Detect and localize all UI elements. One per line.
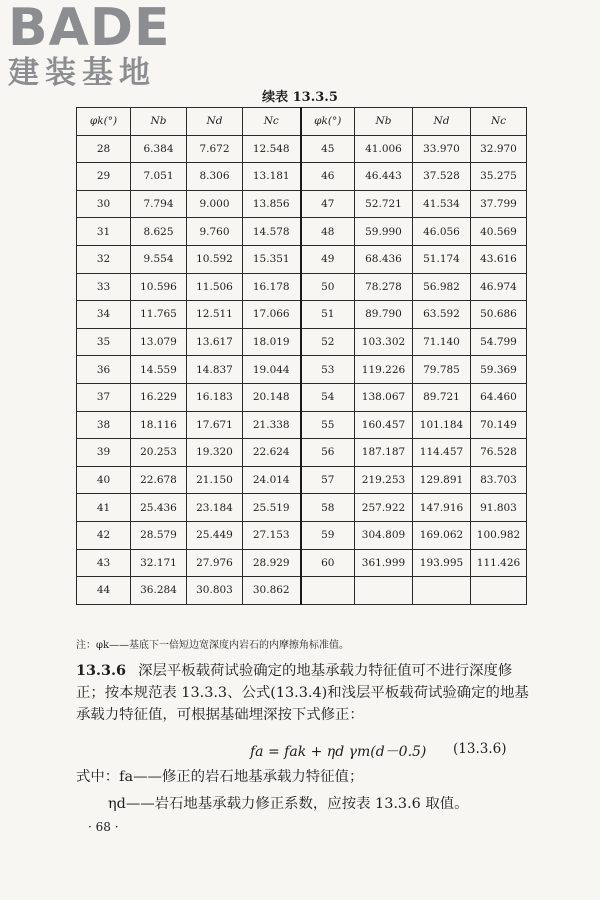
- table-cell: 70.149: [471, 411, 527, 439]
- table-cell: 36.284: [131, 577, 187, 605]
- table-cell: 12.511: [187, 301, 243, 329]
- table-cell: 17.671: [187, 411, 243, 439]
- table-row: [77, 190, 527, 218]
- table-cell: 42: [77, 521, 131, 549]
- table-cell: 23.184: [187, 494, 243, 522]
- table-cell: 8.625: [131, 218, 187, 246]
- table-cell: 19.044: [243, 356, 301, 384]
- table-cell: 129.891: [413, 466, 471, 494]
- table-cell: 78.278: [355, 273, 413, 301]
- bearing-capacity-table: [76, 107, 527, 605]
- table-cell: 25.449: [187, 521, 243, 549]
- table-cell: 193.995: [413, 549, 471, 577]
- section-paragraph: [76, 660, 531, 726]
- table-cell: 50: [301, 273, 355, 301]
- table-row: [77, 466, 527, 494]
- table-row: [77, 494, 527, 522]
- table-row: [77, 218, 527, 246]
- table-cell: 7.051: [131, 163, 187, 191]
- table-cell: 49: [301, 245, 355, 273]
- column-header: Nb: [131, 108, 187, 136]
- table-cell: 8.306: [187, 163, 243, 191]
- table-row: [77, 328, 527, 356]
- table-cell: 361.999: [355, 549, 413, 577]
- table-row: [77, 383, 527, 411]
- table-cell: 46.974: [471, 273, 527, 301]
- table-cell: 27.976: [187, 549, 243, 577]
- definition-fa: 式中：fa——修正的岩石地基承载力特征值；: [76, 769, 364, 785]
- table-cell: 79.785: [413, 356, 471, 384]
- table-cell: 52: [301, 328, 355, 356]
- table-cell: 54: [301, 383, 355, 411]
- table-cell: 44: [77, 577, 131, 605]
- table-cell: 46.443: [355, 163, 413, 191]
- table-cell: 27.153: [243, 521, 301, 549]
- table-cell: 28.579: [131, 521, 187, 549]
- table-cell: 304.809: [355, 521, 413, 549]
- table-cell: 47: [301, 190, 355, 218]
- table-cell: 111.426: [471, 549, 527, 577]
- table-cell: 32.171: [131, 549, 187, 577]
- table-cell: 20.148: [243, 383, 301, 411]
- table-cell: 32.970: [471, 135, 527, 163]
- column-header: Nd: [413, 108, 471, 136]
- table-cell: 54.799: [471, 328, 527, 356]
- table-cell: 46: [301, 163, 355, 191]
- logo-text-en: BADE: [8, 0, 171, 58]
- column-header: φk(°): [301, 108, 355, 136]
- table-cell: 25.519: [243, 494, 301, 522]
- table-cell: 68.436: [355, 245, 413, 273]
- table-cell: 11.506: [187, 273, 243, 301]
- table-cell: 56: [301, 439, 355, 467]
- table-cell: 14.559: [131, 356, 187, 384]
- section-number: 13.3.6: [76, 662, 127, 679]
- table-cell: 13.617: [187, 328, 243, 356]
- table-cell: 52.721: [355, 190, 413, 218]
- table-cell: 91.803: [471, 494, 527, 522]
- table-row: [77, 356, 527, 384]
- table-row: [77, 411, 527, 439]
- table-cell: [413, 577, 471, 605]
- table-cell: 35: [77, 328, 131, 356]
- table-cell: 60: [301, 549, 355, 577]
- table-cell: 7.672: [187, 135, 243, 163]
- table-cell: 83.703: [471, 466, 527, 494]
- table-note: 注：φk——基底下一倍短边宽深度内岩石的内摩擦角标准值。: [76, 640, 350, 651]
- table-cell: 219.253: [355, 466, 413, 494]
- table-cell: 59.990: [355, 218, 413, 246]
- table-row: [77, 549, 527, 577]
- formula: fa = fak + ηd γm(d－0.5): [250, 744, 427, 760]
- formula-number: (13.3.6): [453, 741, 507, 757]
- table-cell: [301, 577, 355, 605]
- table-row: [77, 577, 527, 605]
- table-cell: 11.765: [131, 301, 187, 329]
- table-cell: 36: [77, 356, 131, 384]
- table-cell: 257.922: [355, 494, 413, 522]
- table-cell: 41: [77, 494, 131, 522]
- table-cell: 28.929: [243, 549, 301, 577]
- table-cell: 46.056: [413, 218, 471, 246]
- table-row: [77, 273, 527, 301]
- table-row: [77, 245, 527, 273]
- table-cell: 10.592: [187, 245, 243, 273]
- table-cell: 28: [77, 135, 131, 163]
- table-row: [77, 163, 527, 191]
- table-cell: 16.178: [243, 273, 301, 301]
- table-cell: 20.253: [131, 439, 187, 467]
- table-cell: 22.624: [243, 439, 301, 467]
- table-cell: 51.174: [413, 245, 471, 273]
- table-cell: 147.916: [413, 494, 471, 522]
- bade-logo: [8, 2, 171, 90]
- table-cell: 18.116: [131, 411, 187, 439]
- table-cell: 34: [77, 301, 131, 329]
- table-cell: 59: [301, 521, 355, 549]
- table-cell: 29: [77, 163, 131, 191]
- table-cell: 119.226: [355, 356, 413, 384]
- table-cell: 33: [77, 273, 131, 301]
- table-cell: 55: [301, 411, 355, 439]
- table-cell: 10.596: [131, 273, 187, 301]
- table-cell: 30.803: [187, 577, 243, 605]
- table-cell: 9.000: [187, 190, 243, 218]
- table-cell: 101.184: [413, 411, 471, 439]
- table-cell: 64.460: [471, 383, 527, 411]
- table-cell: 37.799: [471, 190, 527, 218]
- table-cell: 40.569: [471, 218, 527, 246]
- table-cell: 41.006: [355, 135, 413, 163]
- table-cell: 30.862: [243, 577, 301, 605]
- table-cell: 169.062: [413, 521, 471, 549]
- table-row: [77, 521, 527, 549]
- section-text: 深层平板载荷试验确定的地基承载力特征值可不进行深度修正；按本规范表 13.3.3、公式(13.3.4)和浅层平板载荷试验确定的地基承载力特征值，可根据基础埋深按下式修正：: [76, 663, 529, 723]
- table-cell: 114.457: [413, 439, 471, 467]
- table-cell: 53: [301, 356, 355, 384]
- table-cell: 103.302: [355, 328, 413, 356]
- table-cell: 21.338: [243, 411, 301, 439]
- table-cell: 31: [77, 218, 131, 246]
- table-cell: 48: [301, 218, 355, 246]
- table-cell: 50.686: [471, 301, 527, 329]
- table-cell: 100.982: [471, 521, 527, 549]
- table-cell: 45: [301, 135, 355, 163]
- table-cell: 13.856: [243, 190, 301, 218]
- table-cell: 19.320: [187, 439, 243, 467]
- table-cell: 56.982: [413, 273, 471, 301]
- table-cell: 89.790: [355, 301, 413, 329]
- table-cell: 38: [77, 411, 131, 439]
- table-cell: 40: [77, 466, 131, 494]
- table-cell: [471, 577, 527, 605]
- table-cell: 89.721: [413, 383, 471, 411]
- table-cell: 12.548: [243, 135, 301, 163]
- table-cell: [355, 577, 413, 605]
- column-header: Nc: [471, 108, 527, 136]
- table-cell: 9.760: [187, 218, 243, 246]
- table-cell: 9.554: [131, 245, 187, 273]
- table-row: [77, 135, 527, 163]
- table-cell: 17.066: [243, 301, 301, 329]
- table-cell: 35.275: [471, 163, 527, 191]
- table-cell: 22.678: [131, 466, 187, 494]
- table-row: [77, 301, 527, 329]
- table-cell: 21.150: [187, 466, 243, 494]
- table-cell: 43.616: [471, 245, 527, 273]
- table-cell: 30: [77, 190, 131, 218]
- table-cell: 16.229: [131, 383, 187, 411]
- table-cell: 7.794: [131, 190, 187, 218]
- table-cell: 43: [77, 549, 131, 577]
- table-cell: 58: [301, 494, 355, 522]
- page-number: · 68 ·: [88, 820, 119, 834]
- table-cell: 37: [77, 383, 131, 411]
- table-cell: 16.183: [187, 383, 243, 411]
- column-header: Nb: [355, 108, 413, 136]
- column-header: φk(°): [77, 108, 131, 136]
- table-cell: 51: [301, 301, 355, 329]
- table-cell: 41.534: [413, 190, 471, 218]
- table-cell: 59.369: [471, 356, 527, 384]
- table-cell: 39: [77, 439, 131, 467]
- table-cell: 32: [77, 245, 131, 273]
- logo-text-zh: 建装基地: [8, 55, 156, 91]
- table-cell: 33.970: [413, 135, 471, 163]
- table-cell: 14.578: [243, 218, 301, 246]
- column-header: Nc: [243, 108, 301, 136]
- table-cell: 187.187: [355, 439, 413, 467]
- table-cell: 71.140: [413, 328, 471, 356]
- table-cell: 37.528: [413, 163, 471, 191]
- table-cell: 18.019: [243, 328, 301, 356]
- column-header: Nd: [187, 108, 243, 136]
- table-cell: 24.014: [243, 466, 301, 494]
- table-cell: 25.436: [131, 494, 187, 522]
- definition-eta-d: ηd——岩石地基承载力修正系数，应按表 13.3.6 取值。: [108, 796, 469, 812]
- table-cell: 13.079: [131, 328, 187, 356]
- table-cell: 160.457: [355, 411, 413, 439]
- table-cell: 14.837: [187, 356, 243, 384]
- table-cell: 57: [301, 466, 355, 494]
- table-cell: 138.067: [355, 383, 413, 411]
- table-cell: 6.384: [131, 135, 187, 163]
- table-cell: 63.592: [413, 301, 471, 329]
- table-title: 续表 13.3.5: [262, 90, 338, 105]
- table-header-row: [77, 108, 527, 136]
- table-cell: 13.181: [243, 163, 301, 191]
- table-row: [77, 439, 527, 467]
- table-cell: 15.351: [243, 245, 301, 273]
- table-cell: 76.528: [471, 439, 527, 467]
